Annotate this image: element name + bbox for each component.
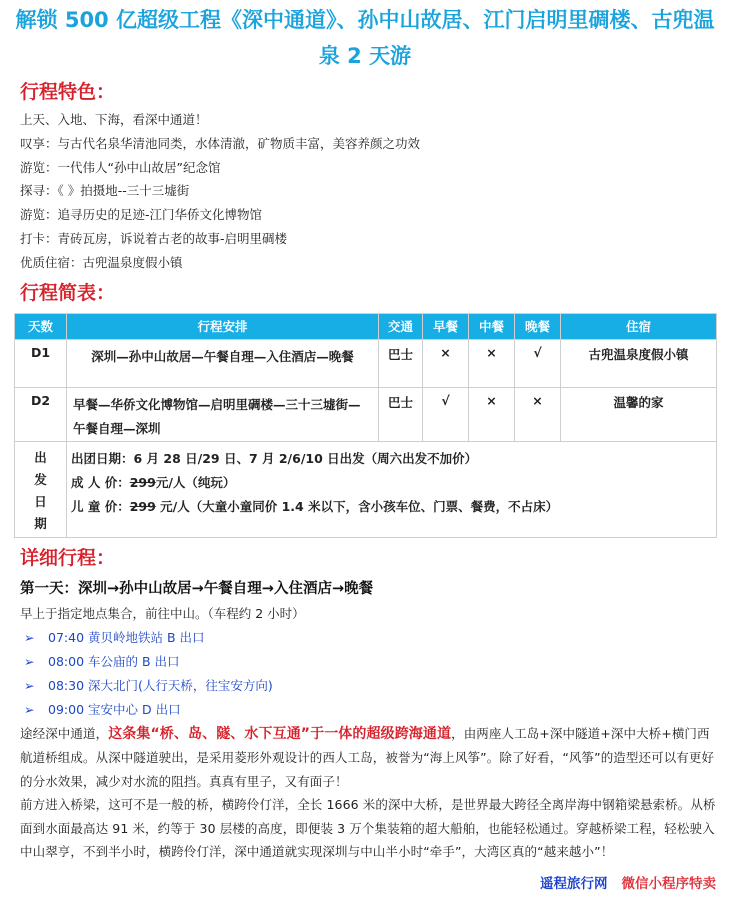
- breakfast-cell: √: [423, 387, 469, 441]
- col-route: 行程安排: [67, 313, 379, 339]
- features-heading: 行程特色：: [20, 81, 116, 103]
- col-lunch: 中餐: [469, 313, 515, 339]
- table-row: [15, 387, 717, 441]
- transport-cell: 巴士: [379, 387, 423, 441]
- features-list: [20, 108, 730, 275]
- hotel-cell: 古兜温泉度假小镇: [561, 339, 717, 387]
- feature-item: 探寻：《 》拍摄地--三十三墟街: [20, 183, 190, 199]
- highlight-text: 这条集“桥、岛、隧、水下互通”于一体的超级跨海通道: [108, 725, 452, 742]
- col-dinner: 晚餐: [515, 313, 561, 339]
- departure-info: [67, 441, 717, 537]
- lunch-cell: ×: [469, 387, 515, 441]
- day-cell: D2: [15, 387, 67, 441]
- col-breakfast: 早餐: [423, 313, 469, 339]
- list-item: ➢ 09:00 宝安中心 D 出口: [24, 698, 730, 722]
- route-cell: 早餐—华侨文化博物馆—启明里碉楼—三十三墟街—午餐自理—深圳: [67, 387, 379, 441]
- arrow-icon: ➢: [24, 629, 35, 645]
- col-transport: 交通: [379, 313, 423, 339]
- day1-description: 途经深中通道，这条集“桥、岛、隧、水下互通”于一体的超级跨海通道，由两座人工岛+深中隧道+深中大桥+横门西航道桥组成。从深中隧道驶出，是采用菱形外观设计的西人工岛，被誉为“海上风筝”。除了好看，“风筝”的造型还可以有更好的分水效果，减少对水流的阻挡。真真有里子，又有面子！: [20, 725, 715, 789]
- child-price: 儿 童 价：299 元/人（大童小童同价 1.4 米以下，含小孩车位、门票、餐费，不占床）: [71, 498, 559, 514]
- dinner-cell: √: [515, 339, 561, 387]
- breakfast-cell: ×: [423, 339, 469, 387]
- day1-title: 第一天：深圳→孙中山故居→午餐自理→入住酒店→晚餐: [20, 580, 374, 597]
- feature-item: 优质住宿：古兜温泉度假小镇: [20, 254, 183, 270]
- col-day: 天数: [15, 313, 67, 339]
- details-heading: 详细行程：: [20, 546, 116, 569]
- adult-price: 成 人 价：299元/人（纯玩）: [71, 474, 236, 490]
- table-header-row: [15, 313, 717, 339]
- transport-cell: 巴士: [379, 339, 423, 387]
- route-cell: 深圳—孙中山故居—午餐自理—入住酒店—晚餐: [67, 339, 379, 387]
- departure-dates: 出团日期：6 月 28 日/29 日、7 月 2/6/10 日出发（周六出发不加价）: [71, 450, 478, 466]
- feature-item: 游览：追寻历史的足迹-江门华侨文化博物馆: [20, 207, 263, 223]
- day1-description-2: 前方进入桥梁，这可不是一般的桥，横跨伶仃洋，全长 1666 米的深中大桥，是世界最大跨径全离岸海中钢箱梁悬索桥。从桥面到水面最高达 91 米，约等于 30 层楼的高度，即便装 3 万个集装箱的超大船舶，也能轻松通过。穿越桥梁工程，轻松驶入中山翠亨，不到半小时，横跨伶仃洋，深中通道就实现深圳与中山半小时“牵手”，大湾区真的“越来越小”！: [20, 797, 716, 860]
- feature-item: 打卡：青砖瓦房，诉说着古老的故事-启明里碉楼: [20, 230, 288, 246]
- lunch-cell: ×: [469, 339, 515, 387]
- arrow-icon: ➢: [24, 701, 35, 717]
- schedule-heading: 行程简表：: [20, 281, 116, 304]
- feature-item: 叹享：与古代名泉华清池同类，水体清澈，矿物质丰富，美容养颜之功效: [20, 135, 421, 151]
- hotel-cell: 温馨的家: [561, 387, 717, 441]
- brand-name: 遥程旅行网: [540, 876, 608, 892]
- page-title: 解锁 500 亿超级工程《深中通道》、孙中山故居、江门启明里碉楼、古兜温泉 2 天游: [15, 8, 715, 68]
- list-item: ➢ 08:30 深大北门(人行天桥，往宝安方向): [24, 674, 730, 698]
- schedule-table: [14, 313, 717, 538]
- table-row: [15, 339, 717, 387]
- departure-label: 出 发 日 期: [15, 441, 67, 537]
- pickup-stops: [24, 626, 730, 722]
- day-cell: D1: [15, 339, 67, 387]
- arrow-icon: ➢: [24, 677, 35, 693]
- departure-row: [15, 441, 717, 537]
- feature-item: 游览：一代伟人“孙中山故居”纪念馆: [20, 159, 221, 175]
- watermark-footer: [540, 872, 716, 892]
- arrow-icon: ➢: [24, 653, 35, 669]
- mini-program-label: 微信小程序特卖: [621, 876, 716, 892]
- col-hotel: 住宿: [561, 313, 717, 339]
- list-item: ➢ 07:40 黄贝岭地铁站 B 出口: [24, 626, 730, 650]
- day1-intro: 早上于指定地点集合，前往中山。（车程约 2 小时）: [20, 605, 305, 621]
- list-item: ➢ 08:00 车公庙的 B 出口: [24, 650, 730, 674]
- feature-item: 上天、入地、下海，看深中通道！: [20, 112, 208, 127]
- dinner-cell: ×: [515, 387, 561, 441]
